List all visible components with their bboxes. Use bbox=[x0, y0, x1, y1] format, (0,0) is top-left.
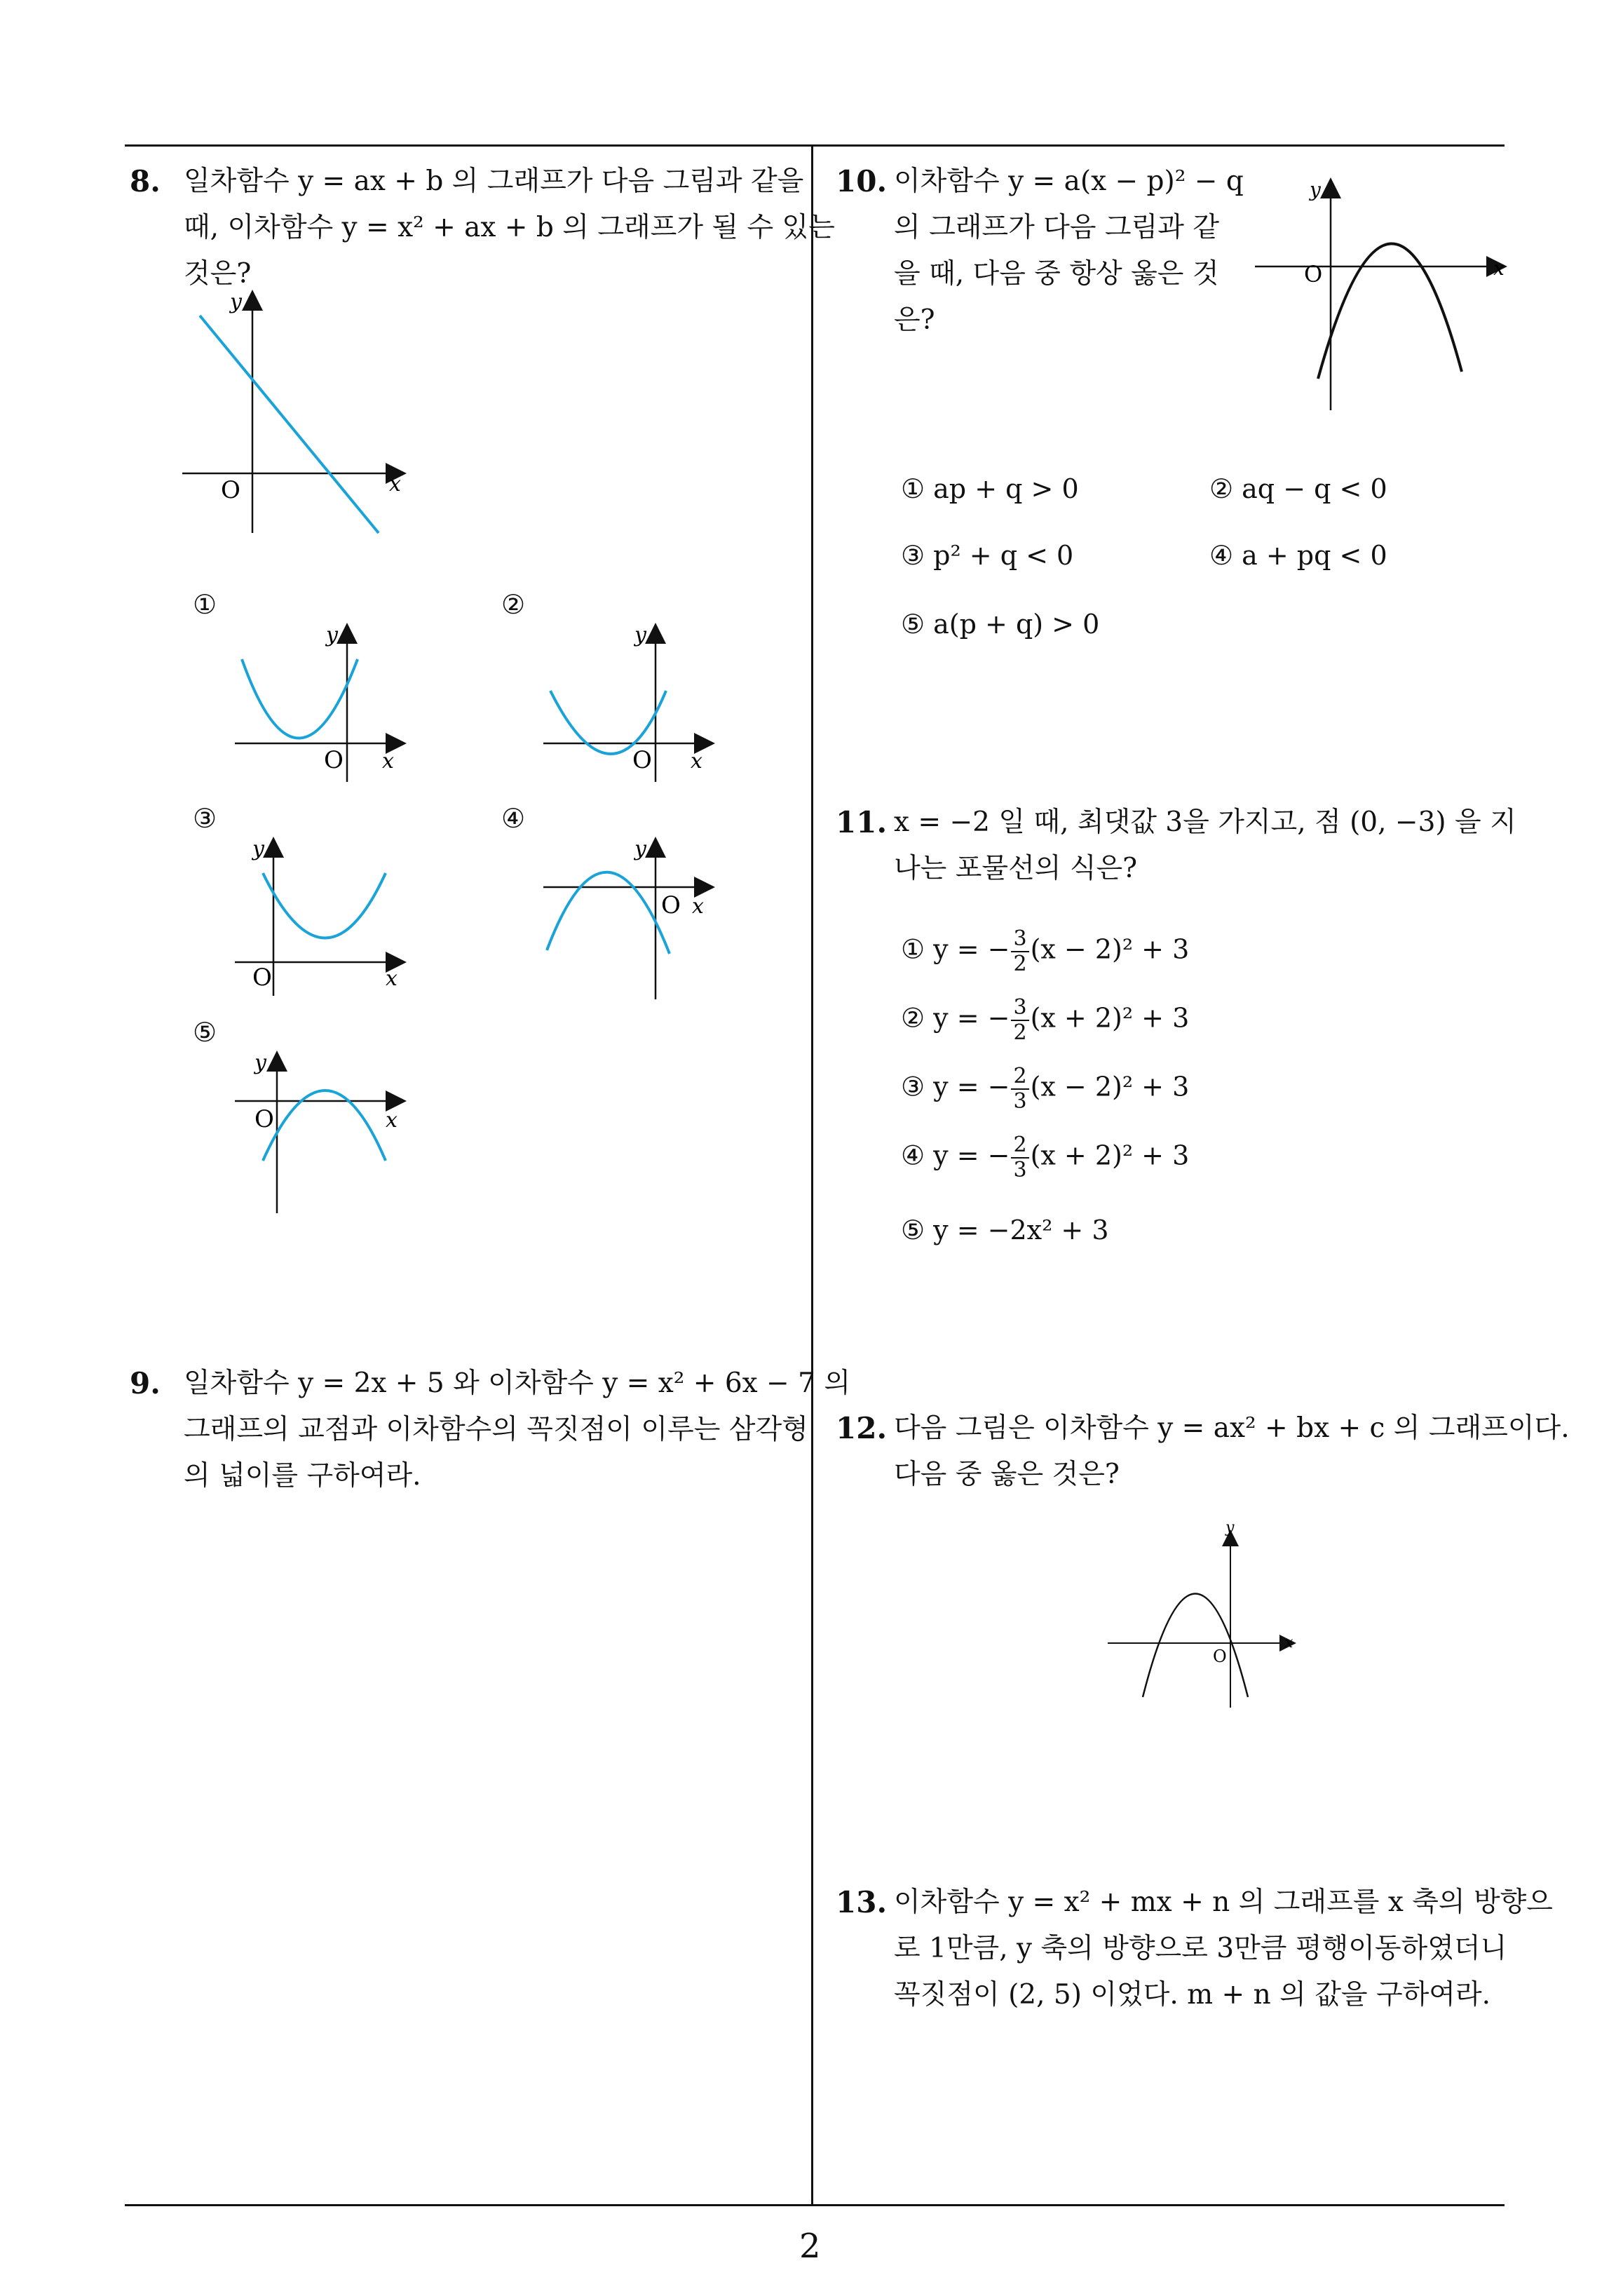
q11-option-3[interactable]: ③ y = − $\frac{2}{3}$ (x − 2)² + 3 bbox=[901, 1064, 1190, 1114]
q10-number: 10. bbox=[836, 164, 888, 198]
q8-main-graph bbox=[175, 288, 414, 540]
q10-graph bbox=[1255, 175, 1514, 414]
q13-line-3: 꼭짓점이 (2, 5) 이었다. m + n 의 값을 구하여라. bbox=[894, 1979, 1491, 2011]
x-label: x bbox=[386, 1108, 398, 1133]
x-label: x bbox=[1284, 1634, 1293, 1652]
origin-label: O bbox=[324, 746, 344, 774]
q12-number: 12. bbox=[836, 1411, 888, 1445]
q13-number: 13. bbox=[836, 1885, 888, 1919]
parabola bbox=[1143, 1594, 1248, 1698]
y-label: y bbox=[1310, 178, 1321, 201]
y-label: y bbox=[634, 623, 646, 647]
y-label: y bbox=[252, 837, 264, 861]
q10-option-2[interactable]: ② aq − q < 0 bbox=[1209, 473, 1387, 504]
q12-line-2: 다음 중 옳은 것은? bbox=[894, 1459, 1120, 1490]
q8-line-3: 것은? bbox=[184, 258, 252, 290]
q11-option-5[interactable]: ⑤ y = −2x² + 3 bbox=[901, 1215, 1109, 1245]
parabola bbox=[547, 872, 670, 954]
q11-line-1: x = −2 일 때, 최댓값 3을 가지고, 점 (0, −3) 을 지 bbox=[894, 806, 1516, 838]
q11-option-4[interactable]: ④ y = − $\frac{2}{3}$ (x + 2)² + 3 bbox=[901, 1133, 1190, 1182]
q8-option-1-graph[interactable] bbox=[228, 621, 417, 782]
q8-line-1: 일차함수 y = ax + b 의 그래프가 다음 그림과 같을 bbox=[184, 166, 804, 197]
x-label: x bbox=[389, 472, 401, 497]
q11-line-2: 나는 포물선의 식은? bbox=[894, 853, 1138, 884]
q8-line-2: 때, 이차함수 y = x² + ax + b 의 그래프가 될 수 있는 bbox=[184, 212, 835, 243]
q10-option-1[interactable]: ① ap + q > 0 bbox=[901, 473, 1079, 504]
q12-line-1: 다음 그림은 이차함수 y = ax² + bx + c 의 그래프이다. bbox=[894, 1412, 1570, 1444]
q8-option-4-graph[interactable] bbox=[536, 835, 726, 1003]
x-label: x bbox=[1493, 257, 1505, 280]
parabola bbox=[263, 873, 386, 938]
q10-option-5[interactable]: ⑤ a(p + q) > 0 bbox=[901, 609, 1100, 640]
q10-option-4[interactable]: ④ a + pq < 0 bbox=[1209, 540, 1387, 571]
origin-label: O bbox=[632, 746, 652, 774]
origin-label: O bbox=[1304, 261, 1323, 288]
column-divider bbox=[811, 144, 813, 2206]
y-label: y bbox=[254, 1051, 266, 1075]
x-label: x bbox=[691, 749, 702, 774]
q11-option-2[interactable]: ② y = − $\frac{3}{2}$ (x + 2)² + 3 bbox=[901, 995, 1190, 1045]
origin-label: O bbox=[221, 476, 240, 504]
origin-label: O bbox=[254, 1105, 274, 1133]
q10-option-3[interactable]: ③ p² + q < 0 bbox=[901, 540, 1074, 571]
page-number: 2 bbox=[799, 2227, 821, 2266]
y-label: y bbox=[326, 623, 338, 647]
q13-line-2: 로 1만큼, y 축의 방향으로 3만큼 평행이동하였더니 bbox=[894, 1933, 1507, 1964]
q8-option-2-graph[interactable] bbox=[536, 621, 726, 782]
q8-option-4-mark[interactable]: ④ bbox=[501, 803, 526, 834]
q11-number: 11. bbox=[836, 805, 888, 839]
origin-label: O bbox=[252, 964, 272, 992]
q13-line-1: 이차함수 y = x² + mx + n 의 그래프를 x 축의 방향으 bbox=[894, 1886, 1553, 1918]
q8-option-3-mark[interactable]: ③ bbox=[193, 803, 217, 834]
x-label: x bbox=[382, 749, 394, 774]
origin-label: O bbox=[1213, 1647, 1227, 1666]
q8-option-1-mark[interactable]: ① bbox=[193, 589, 217, 620]
q10-line-3: 을 때, 다음 중 항상 옳은 것 bbox=[894, 258, 1219, 290]
q8-option-2-mark[interactable]: ② bbox=[501, 589, 526, 620]
q10-line-4: 은? bbox=[894, 304, 935, 336]
q8-number: 8. bbox=[130, 164, 161, 198]
x-label: x bbox=[386, 966, 398, 991]
q10-line-1: 이차함수 y = a(x − p)² − q bbox=[894, 166, 1244, 197]
origin-label: O bbox=[661, 891, 681, 919]
parabola bbox=[242, 659, 358, 738]
bottom-rule bbox=[125, 2204, 1505, 2206]
q9-number: 9. bbox=[130, 1366, 161, 1400]
q11-option-1[interactable]: ① y = − $\frac{3}{2}$ (x − 2)² + 3 bbox=[901, 926, 1190, 976]
y-label: y bbox=[634, 837, 646, 861]
q8-option-3-graph[interactable] bbox=[228, 835, 417, 996]
q9-line-1: 일차함수 y = 2x + 5 와 이차함수 y = x² + 6x − 7 의 bbox=[184, 1368, 851, 1399]
y-label: y bbox=[1225, 1519, 1235, 1537]
y-label: y bbox=[230, 290, 242, 314]
q9-line-2: 그래프의 교점과 이차함수의 꼭짓점이 이루는 삼각형 bbox=[184, 1414, 808, 1445]
parabola bbox=[1318, 243, 1462, 379]
q10-line-2: 의 그래프가 다음 그림과 같 bbox=[894, 212, 1220, 243]
top-rule bbox=[125, 144, 1505, 147]
q9-line-3: 의 넓이를 구하여라. bbox=[184, 1460, 421, 1492]
q8-option-5-mark[interactable]: ⑤ bbox=[193, 1017, 217, 1048]
q8-option-5-graph[interactable] bbox=[228, 1048, 417, 1217]
x-label: x bbox=[692, 894, 704, 919]
q12-graph bbox=[1108, 1518, 1311, 1715]
parabola bbox=[550, 691, 666, 754]
